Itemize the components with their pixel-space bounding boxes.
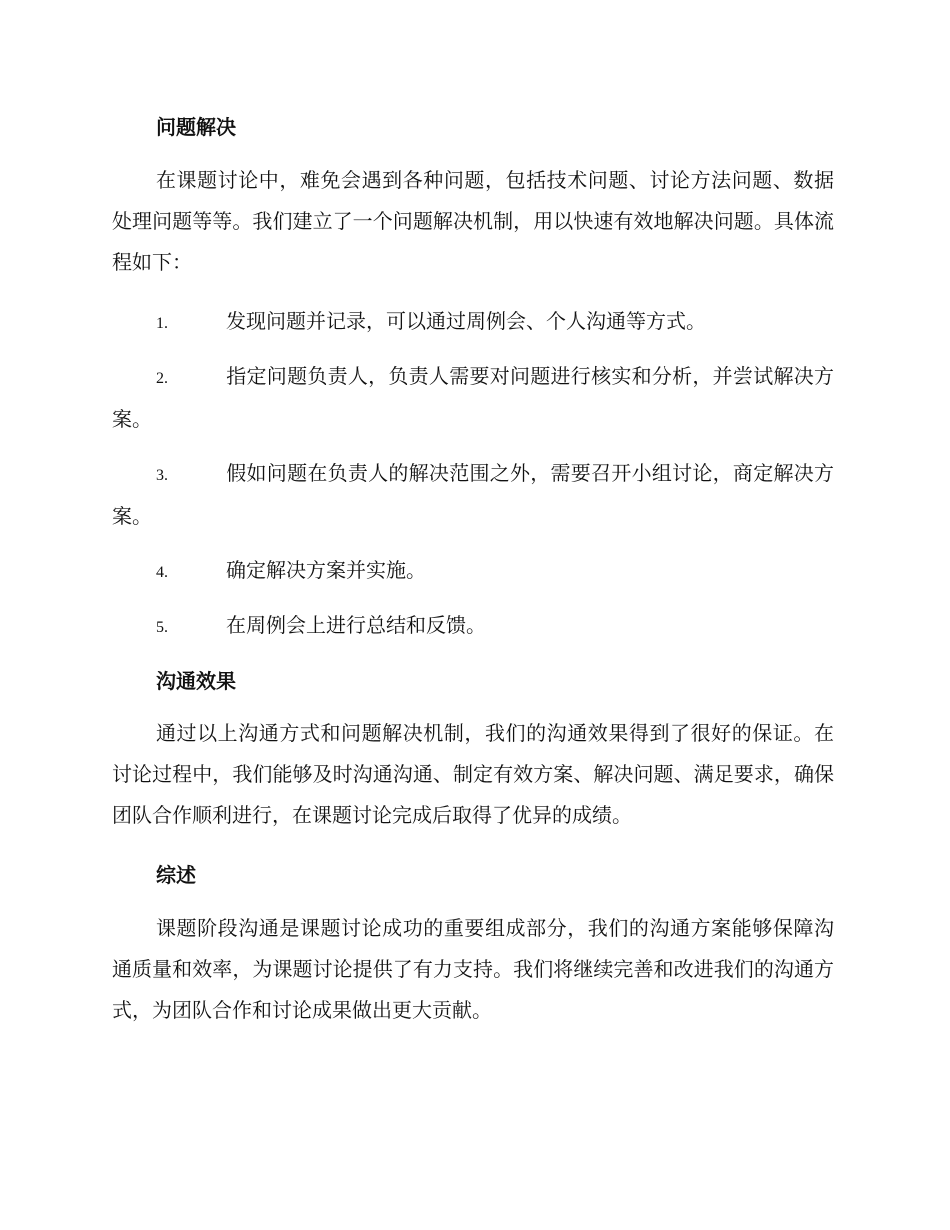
step-5 xyxy=(112,605,834,648)
step-text: 在周例会上进行总结和反馈。 xyxy=(226,613,486,637)
step-text: 指定问题负责人，负责人需要对问题进行核实和分析，并尝试解决方案。 xyxy=(112,364,834,431)
step-number: 3. xyxy=(156,467,168,484)
step-number: 2. xyxy=(156,370,168,387)
step-text: 确定解决方案并实施。 xyxy=(226,558,426,582)
step-text: 发现问题并记录，可以通过周例会、个人沟通等方式。 xyxy=(226,309,706,333)
step-4 xyxy=(112,550,834,593)
communication-effect-body: 通过以上沟通方式和问题解决机制，我们的沟通效果得到了很好的保证。在讨论过程中，我们能够及时沟通沟通、制定有效方案、解决问题、满足要求，确保团队合作顺利进行，在课题讨论完成后取得了优异的成绩。 xyxy=(112,721,834,827)
step-text: 假如问题在负责人的解决范围之外，需要召开小组讨论，商定解决方案。 xyxy=(112,461,834,528)
section-heading-summary: 综述 xyxy=(156,863,196,887)
step-number: 5. xyxy=(156,619,168,636)
problem-solving-intro: 在课题讨论中，难免会遇到各种问题，包括技术问题、讨论方法问题、数据处理问题等等。我们建立了一个问题解决机制，用以快速有效地解决问题。具体流程如下： xyxy=(112,168,834,274)
step-1 xyxy=(112,301,834,344)
step-3 xyxy=(112,453,834,537)
section-heading-communication-effect: 沟通效果 xyxy=(156,669,236,693)
section-heading-problem-solving: 问题解决 xyxy=(156,115,236,139)
step-number: 4. xyxy=(156,564,168,581)
step-number: 1. xyxy=(156,315,168,332)
step-2 xyxy=(112,356,834,440)
summary-body: 课题阶段沟通是课题讨论成功的重要组成部分，我们的沟通方案能够保障沟通质量和效率，为课题讨论提供了有力支持。我们将继续完善和改进我们的沟通方式，为团队合作和讨论成果做出更大贡献。 xyxy=(112,916,834,1022)
